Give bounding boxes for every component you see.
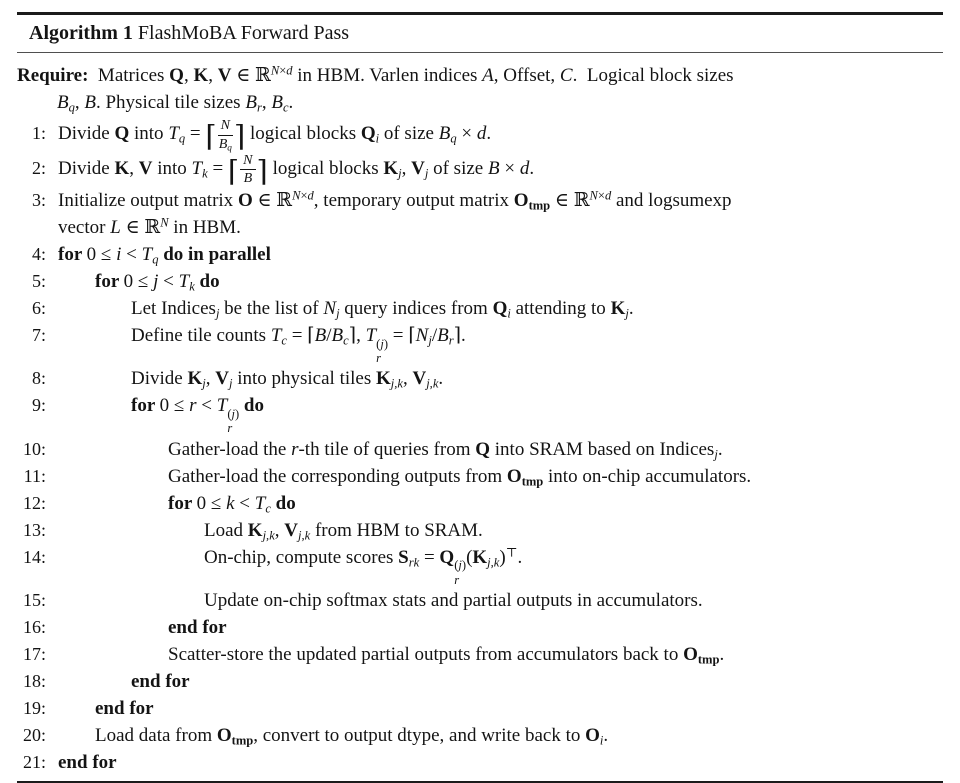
algorithm-line xyxy=(17,614,943,641)
line-statement: Gather-load the r-th tile of queries from Q into SRAM based on Indices$_j$. xyxy=(168,438,723,462)
algorithm-line xyxy=(17,153,943,188)
line-number: 14: xyxy=(22,546,46,567)
algorithm-title: FlashMoBA Forward Pass xyxy=(132,22,350,44)
line-number: 3: xyxy=(31,190,46,210)
line-statement: for $0 \le k < T_c$ do xyxy=(168,492,296,516)
line-number: 10: xyxy=(22,438,46,459)
algorithm-line xyxy=(17,436,943,463)
line-statement: end for xyxy=(168,617,227,639)
algorithm-label: Algorithm 1 xyxy=(29,22,133,44)
algorithm-line xyxy=(17,517,943,544)
algorithm-line xyxy=(17,118,943,153)
algorithm-line xyxy=(17,463,943,490)
line-statement: Let Indices$_j$ be the list of $N_j$ query indices from $Q_i$ attending to $K_j$. xyxy=(131,298,634,321)
line-number: 1: xyxy=(31,123,46,144)
algorithm-line xyxy=(17,187,943,241)
algorithm-line xyxy=(17,268,943,295)
line-number: 6: xyxy=(31,298,46,318)
algorithm-line xyxy=(17,295,943,322)
line-number: 4: xyxy=(31,244,46,264)
line-number: 7: xyxy=(31,325,46,345)
line-number: 17: xyxy=(22,644,46,665)
line-statement: Load $K_{j,k}$, $V_{j,k}$ from HBM to SRAM. xyxy=(204,519,483,543)
algorithm-line xyxy=(17,392,943,435)
line-number: 20: xyxy=(22,725,46,746)
algorithm-line xyxy=(17,668,943,695)
line-statement: Divide K, V into $T_k$ = ⌈ $\frac{N}{B}$ ⌉ logical blocks $K_j$, $V_j$ of size B × d. xyxy=(58,151,535,188)
line-statement: On-chip, compute scores $S_{rk} = Q$ (j) r $(K_{j,k})^⊤$. xyxy=(204,545,523,587)
algorithm-line xyxy=(17,322,943,365)
line-statement: for $0 \le j < T_k$ do xyxy=(95,271,220,294)
algorithm-line xyxy=(17,722,943,749)
algorithm-caption xyxy=(17,15,943,52)
line-number: 21: xyxy=(22,752,46,773)
line-number: 2: xyxy=(31,157,46,178)
line-number: 5: xyxy=(31,271,46,291)
line-statement: end for xyxy=(95,698,154,720)
algorithm-line xyxy=(17,365,943,392)
algorithm-line xyxy=(17,749,943,776)
line-statement: for $0 \le i < T_q$ do in parallel xyxy=(58,244,271,267)
algorithm-line xyxy=(17,695,943,722)
line-number: 13: xyxy=(22,519,46,540)
line-statement: Divide $K_j$, $V_j$ into physical tiles $K_{j,k}$, $V_{j,k}$. xyxy=(131,368,444,391)
caption-rule xyxy=(17,52,943,53)
algorithm-line xyxy=(17,544,943,587)
line-number: 15: xyxy=(22,590,46,611)
line-statement: Gather-load the corresponding outputs from $O_{tmp}$ into on-chip accumulators. xyxy=(168,465,752,489)
algorithm-line xyxy=(17,587,943,614)
require-line: Require: Matrices Q, K, V ∈ ℝ$^{N\times d}$ in HBM. Varlen indices A, Offset, C. Logical block sizes $B_q$, B. Physical tile sizes $B_r$, $B_c$. xyxy=(17,63,734,115)
line-statement: end for xyxy=(131,671,190,693)
algorithm-line xyxy=(17,490,943,517)
line-number: 16: xyxy=(22,617,46,638)
line-statement: Load data from $O_{tmp}$, convert to output dtype, and write back to $O_i$. xyxy=(95,725,609,748)
line-number: 18: xyxy=(22,671,46,692)
algorithm-line xyxy=(17,641,943,668)
line-statement: Initialize output matrix O ∈ ℝ$^{N\times d}$, temporary output matrix $O_{tmp}$ ∈ ℝ$^{N\times d}$ and logsumexp vector L ∈ ℝ$^N$ in HBM. xyxy=(58,188,732,238)
line-number: 11: xyxy=(23,465,46,486)
algorithm-line xyxy=(17,241,943,268)
line-number: 8: xyxy=(31,368,46,389)
line-statement: for 0 ≤ r < T (j) r do xyxy=(131,395,264,436)
line-statement: end for xyxy=(58,752,117,774)
line-statement: Update on-chip softmax stats and partial outputs in accumulators. xyxy=(204,590,703,612)
line-number: 19: xyxy=(22,698,46,719)
line-number: 9: xyxy=(31,395,46,416)
algorithm-body xyxy=(17,118,943,776)
line-statement: Scatter-store the updated partial outputs from accumulators back to $O_{tmp}$. xyxy=(168,644,725,667)
line-number: 12: xyxy=(22,492,46,513)
line-statement: Define tile counts $T_c$ = $⌈B/B_c⌉$, T (j) r = $⌈N_j/B_r⌉$. xyxy=(131,325,466,365)
line-statement: Divide Q into $T_q$ = ⌈ $\frac{N}{B_q}$ ⌉ logical blocks $Q_i$ of size $B_q \times d$. xyxy=(58,117,492,154)
